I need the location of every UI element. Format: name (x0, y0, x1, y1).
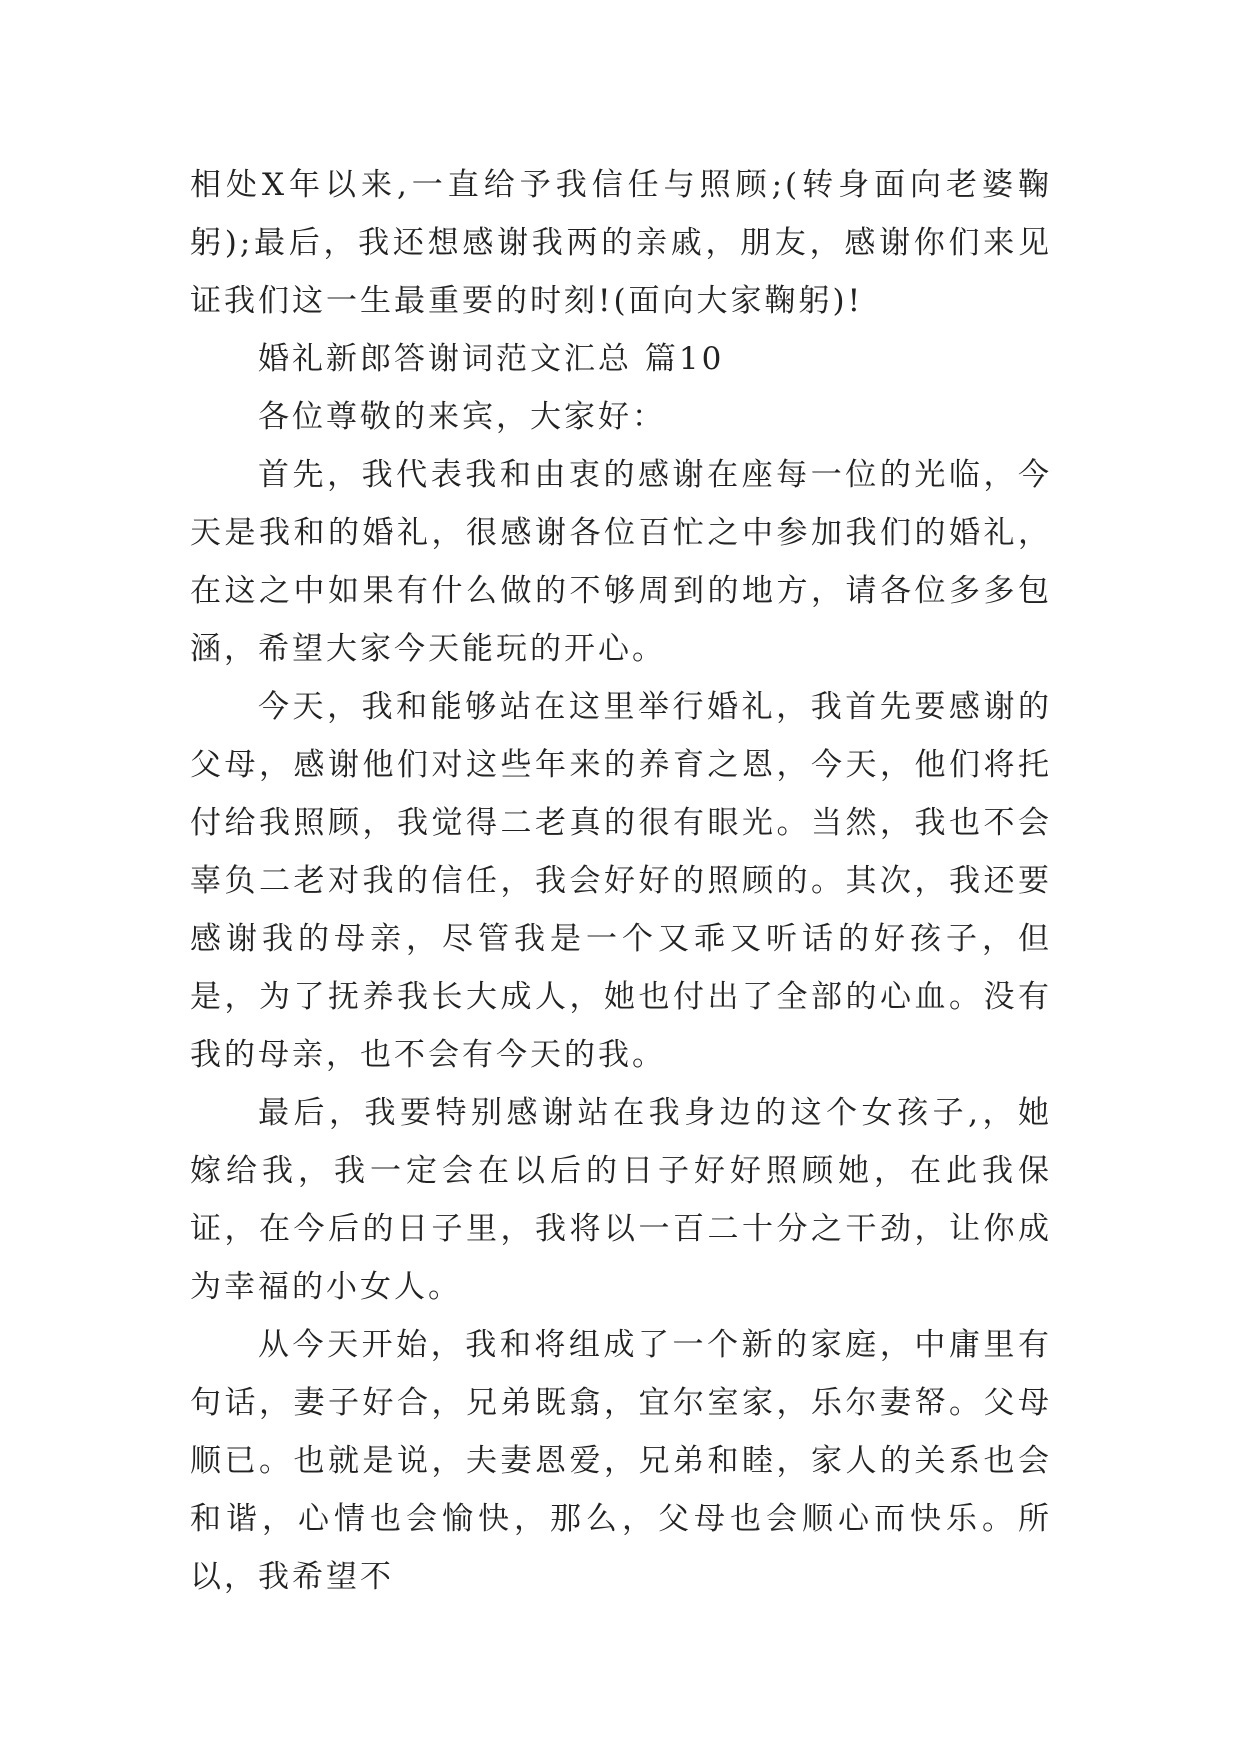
salutation: 各位尊敬的来宾，大家好： (258, 399, 666, 435)
section-heading: 婚礼新郎答谢词范文汇总 篇10 (258, 341, 725, 377)
paragraph-3: 今天，我和能够站在这里举行婚礼，我首先要感谢的父母，感谢他们对这些年来的养育之恩，今天，他们将托付给我照顾，我觉得二老真的很有眼光。当然，我也不会辜负二老对我的信任，我会好好的照顾的。其次，我还要感谢我的母亲，尽管我是一个又乖又听话的好孩子，但是，为了抚养我长大成人，她也付出了全部的心血。没有我的母亲，也不会有今天的我。 (190, 689, 1052, 1073)
paragraph-5: 从今天开始，我和将组成了一个新的家庭，中庸里有句话，妻子好合，兄弟既翕，宜尔室家，乐尔妻帑。父母顺已。也就是说，夫妻恩爱，兄弟和睦，家人的关系也会和谐，心情也会愉快，那么，父母也会顺心而快乐。所以，我希望不 (190, 1327, 1052, 1595)
document-body (190, 156, 1052, 1606)
paragraph-2: 首先，我代表我和由衷的感谢在座每一位的光临，今天是我和的婚礼，很感谢各位百忙之中参加我们的婚礼，在这之中如果有什么做的不够周到的地方，请各位多多包涵，希望大家今天能玩的开心。 (190, 457, 1052, 667)
paragraph-4: 最后，我要特别感谢站在我身边的这个女孩子,，她嫁给我，我一定会在以后的日子好好照顾她，在此我保证，在今后的日子里，我将以一百二十分之干劲，让你成为幸福的小女人。 (190, 1095, 1052, 1305)
paragraph-1: 相处X年以来,一直给予我信任与照顾;(转身面向老婆鞠躬);最后，我还想感谢我两的亲戚，朋友，感谢你们来见证我们这一生最重要的时刻!(面向大家鞠躬)! (190, 167, 1052, 319)
